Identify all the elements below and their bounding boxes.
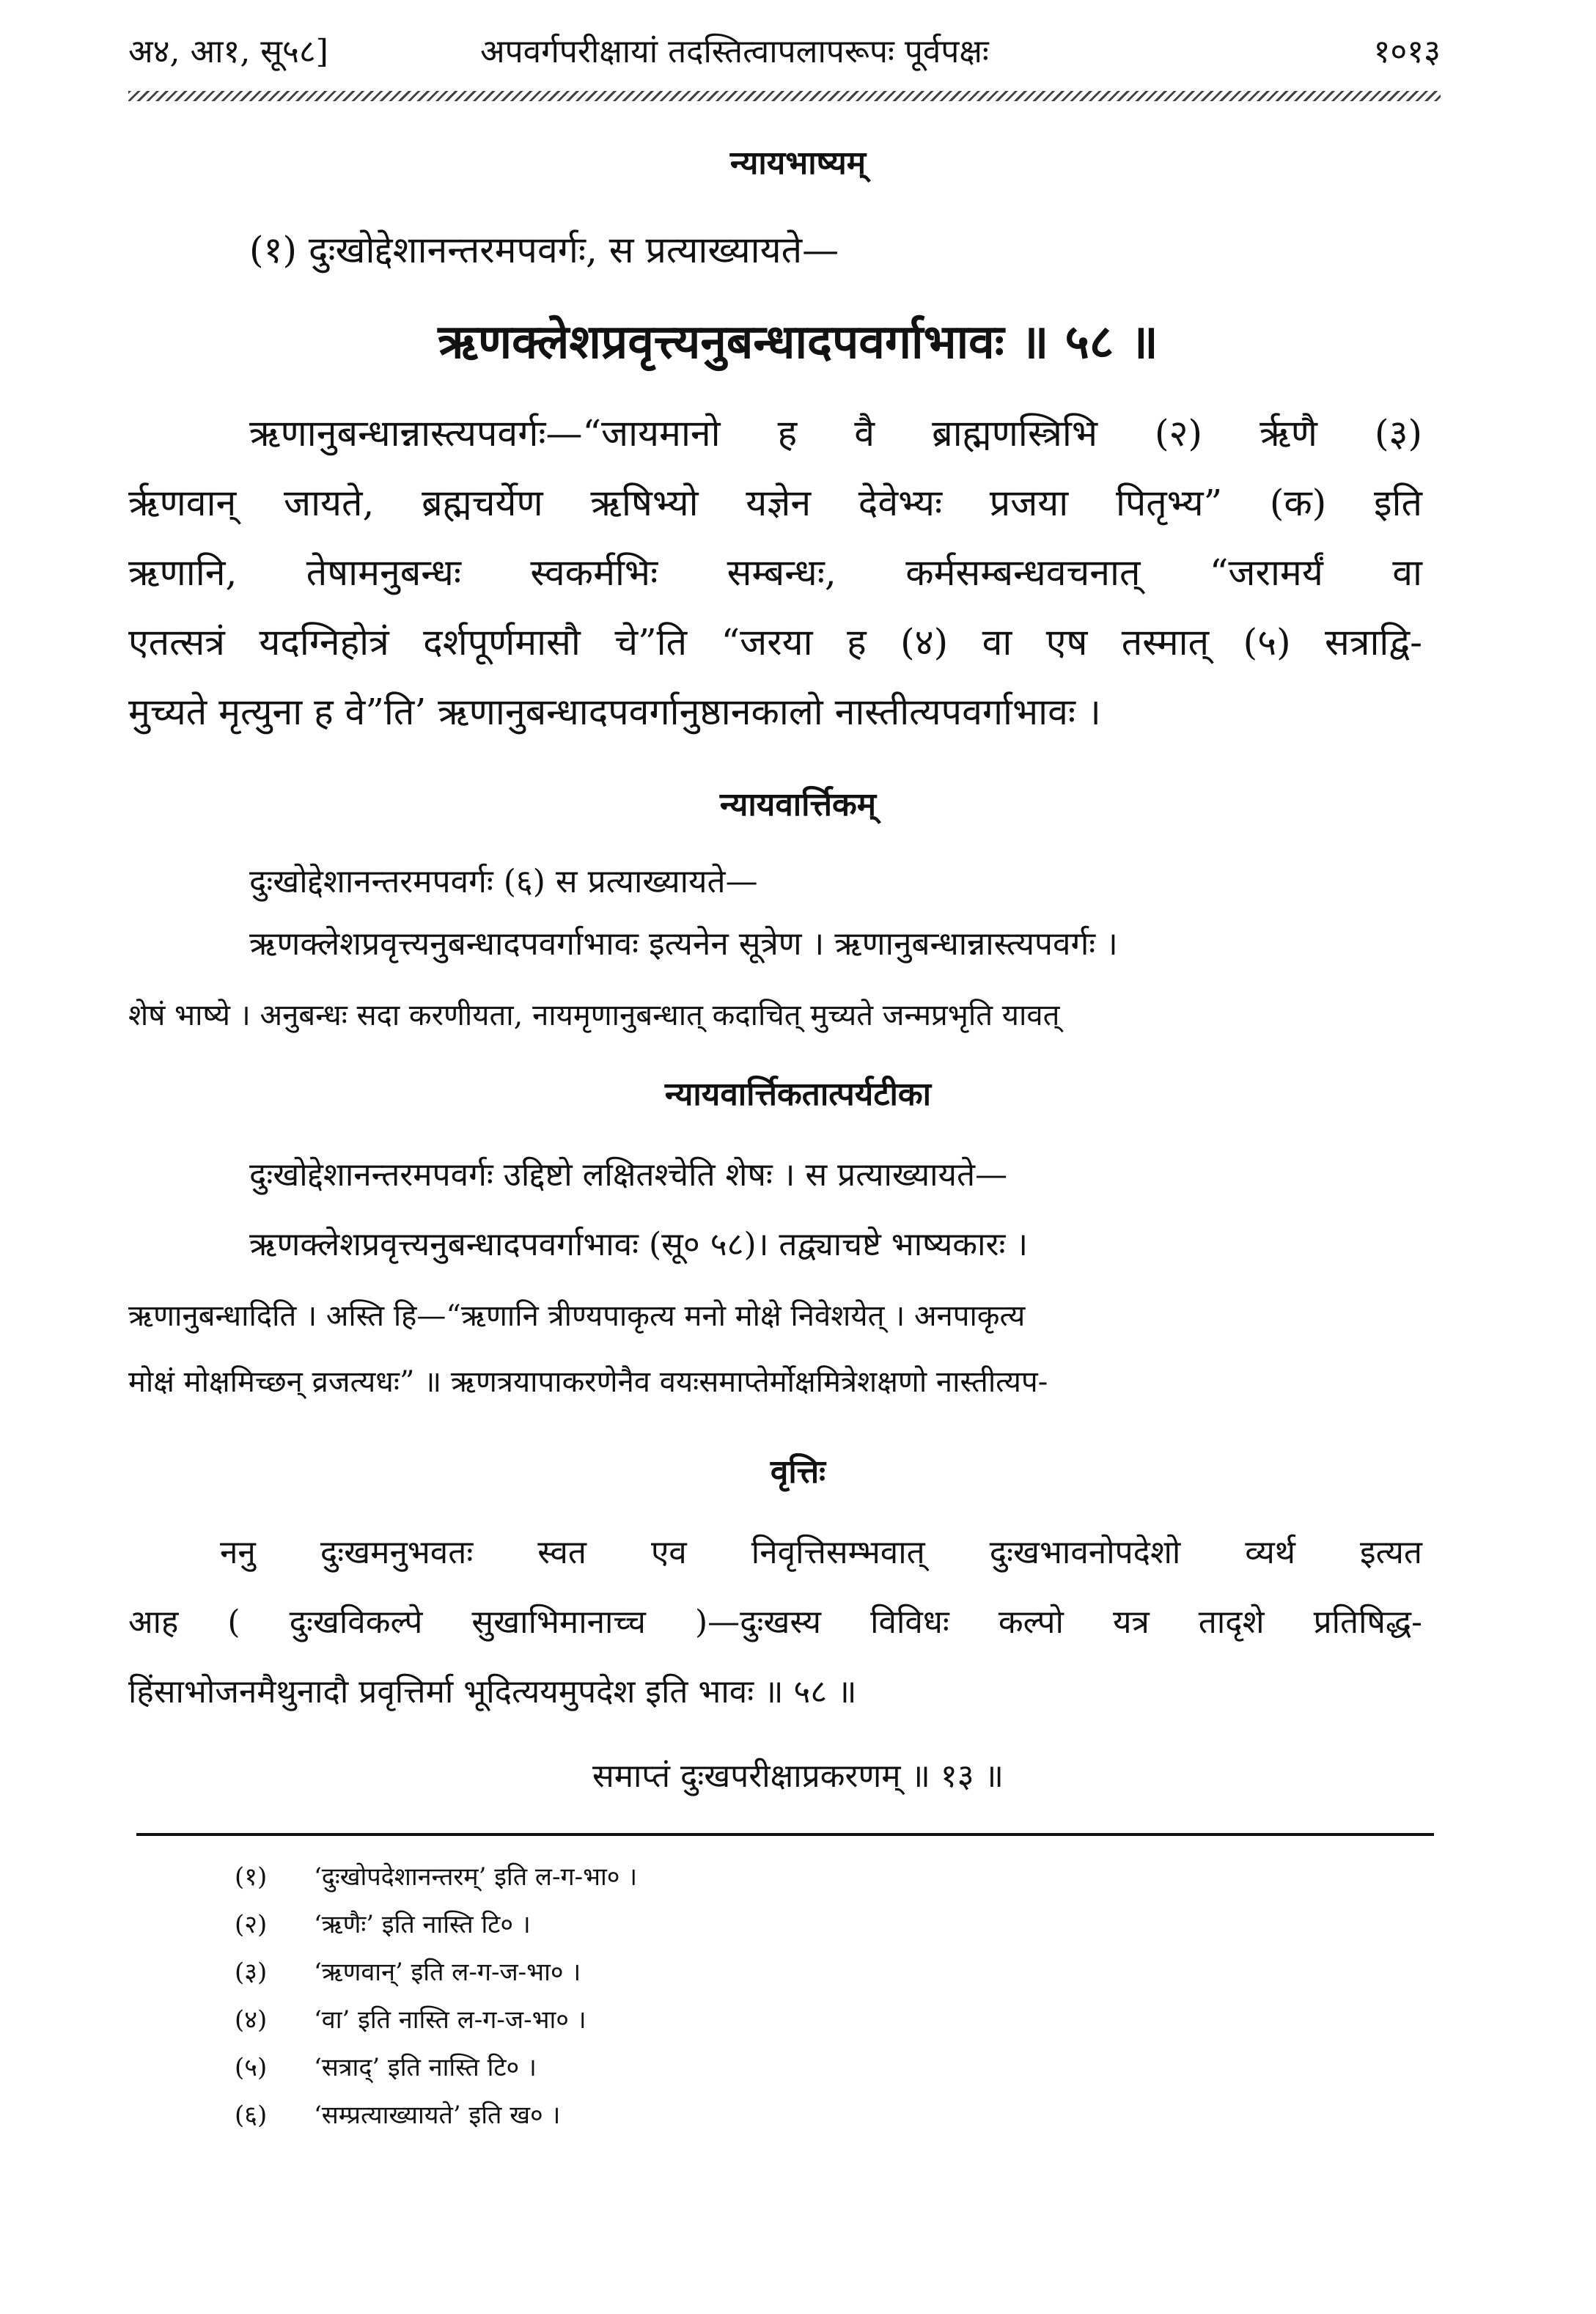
footnote-text: ‘वा’ इति नास्ति ल-ग-ज-भा० । (314, 2005, 586, 2035)
section-colophon: समाप्तं दुःखपरीक्षाप्रकरणम् ॥ १३ ॥ (592, 1757, 1004, 1795)
tika-line-1: ऋणक्लेशप्रवृत्त्यनुबन्धादपवर्गाभावः (सू० ५८)। तद्व्याचष्टे भाष्यकारः । (249, 1226, 1029, 1263)
vartika-line-1: ऋणक्लेशप्रवृत्त्यनुबन्धादपवर्गाभावः इत्यनेन सूत्रेण । ऋणानुबन्धान्नास्त्यपवर्गः । (249, 925, 1118, 963)
tika-intro: दुःखोद्देशानन्तरमपवर्गः उद्दिष्टो लक्षितश्चेति शेषः । स प्रत्याख्यायते— (249, 1156, 1008, 1194)
bhashya-line-5: मुच्यते मृत्युना ह वे”ति’ ऋणानुबन्धादपवर्गानुष्ठानकालो नास्तीत्यपवर्गाभावः । (128, 691, 1101, 733)
bhashya-line-3: ऋणानि, तेषामनुबन्धः स्वकर्मभिः सम्बन्धः, कर्मसम्बन्धवचनात् “जरामर्यं वा (128, 551, 1422, 594)
vritti-line-1: ननु दुःखमनुभवतः स्वत एव निवृत्तिसम्भवात् दुःखभावनोपदेशो व्यर्थ इत्यत (220, 1534, 1422, 1571)
vritti-line-2: आह ( दुःखविकल्पे सुखाभिमानाच्च )—दुःखस्य विविधः कल्पो यत्र तादृशे प्रतिषिद्ध- (128, 1604, 1422, 1641)
footnote-number: (३) (235, 1958, 268, 1987)
vartika-line-2: शेषं भाष्ये । अनुबन्धः सदा करणीयता, नायमृणानुबन्धात् कदाचित् मुच्यते जन्मप्रभृति यावत् (128, 999, 1060, 1032)
header-wavy-rule (128, 91, 1441, 101)
bhashya-intro: (१) दुःखोद्देशानन्तरमपवर्गः, स प्रत्याख्यायते— (249, 229, 839, 271)
page-number: १०१३ (1373, 33, 1441, 70)
footnote-number: (२) (235, 1910, 268, 1939)
footnote-5 (235, 2049, 537, 2083)
vritti-line-3: हिंसाभोजनमैथुनादौ प्रवृत्तिर्मा भूदित्ययमुपदेश इति भावः ॥ ५८ ॥ (128, 1673, 857, 1711)
bhashya-line-4: एतत्सत्रं यदग्निहोत्रं दर्शपूर्णमासौ चे”ति “जरया ह (४) वा एष तस्मात् (५) सत्राद्वि- (128, 621, 1422, 664)
footnote-6 (235, 2097, 560, 2131)
footnote-text: ‘दुःखोपदेशानन्तरम्’ इति ल-ग-भा० । (314, 1862, 638, 1892)
footnote-text: ‘ऋणैः’ इति नास्ति टि० । (314, 1910, 531, 1939)
footnote-number: (१) (235, 1862, 268, 1892)
bhashya-line-1: ऋणानुबन्धान्नास्त्यपवर्गः—“जायमानो ह वै ब्राह्मणस्त्रिभि (२) र्ऋणै (३) (249, 412, 1422, 455)
vartika-intro: दुःखोद्देशानन्तरमपवर्गः (६) स प्रत्याख्यायते— (249, 863, 758, 900)
sutra-58: ऋणक्लेशप्रवृत्त्यनुबन्धादपवर्गाभावः ॥ ५८ ॥ (438, 315, 1158, 370)
bhashya-heading: न्यायभाष्यम् (729, 144, 867, 182)
footnote-rule (136, 1833, 1434, 1836)
running-header (128, 26, 1441, 78)
footnote-2 (235, 1906, 531, 1940)
footnote-text: ‘ऋणवान्’ इति ल-ग-ज-भा० । (314, 1958, 581, 1987)
tika-line-2: ऋणानुबन्धादिति । अस्ति हि—“ऋणानि त्रीण्यपाकृत्य मनो मोक्षे निवेशयेत् । अनपाकृत्य (128, 1299, 1026, 1333)
vartika-heading: न्यायवार्त्तिकम् (719, 786, 877, 823)
vritti-heading: वृत्तिः (770, 1453, 826, 1491)
footnote-number: (४) (235, 2005, 268, 2035)
footnote-number: (६) (235, 2101, 268, 2130)
footnote-text: ‘सत्राद्’ इति नास्ति टि० । (314, 2053, 537, 2082)
footnote-3 (235, 1954, 581, 1988)
footnote-number: (५) (235, 2053, 268, 2082)
tika-line-3: मोक्षं मोक्षमिच्छन् व्रजत्यधः” ॥ ऋणत्रयापाकरणेनैव वयःसमाप्तेर्मोक्षमित्रेशक्षणो नास्तीत्यप- (128, 1365, 1048, 1399)
footnote-4 (235, 2002, 586, 2035)
tika-heading: न्यायवार्त्तिकतात्पर्यटीका (664, 1076, 932, 1113)
footnote-1 (235, 1859, 637, 1892)
bhashya-line-2: र्ऋणवान् जायते, ब्रह्मचर्येण ऋषिभ्यो यज्ञेन देवेभ्यः प्रजया पितृभ्य” (क) इति (128, 482, 1422, 524)
running-title: अपवर्गपरीक्षायां तदस्तित्वापलापरूपः पूर्वपक्षः (480, 33, 989, 70)
footnote-text: ‘सम्प्रत्याख्यायते’ इति ख० । (314, 2101, 561, 2130)
chapter-reference: अ४, आ१, सू५८] (128, 33, 328, 70)
